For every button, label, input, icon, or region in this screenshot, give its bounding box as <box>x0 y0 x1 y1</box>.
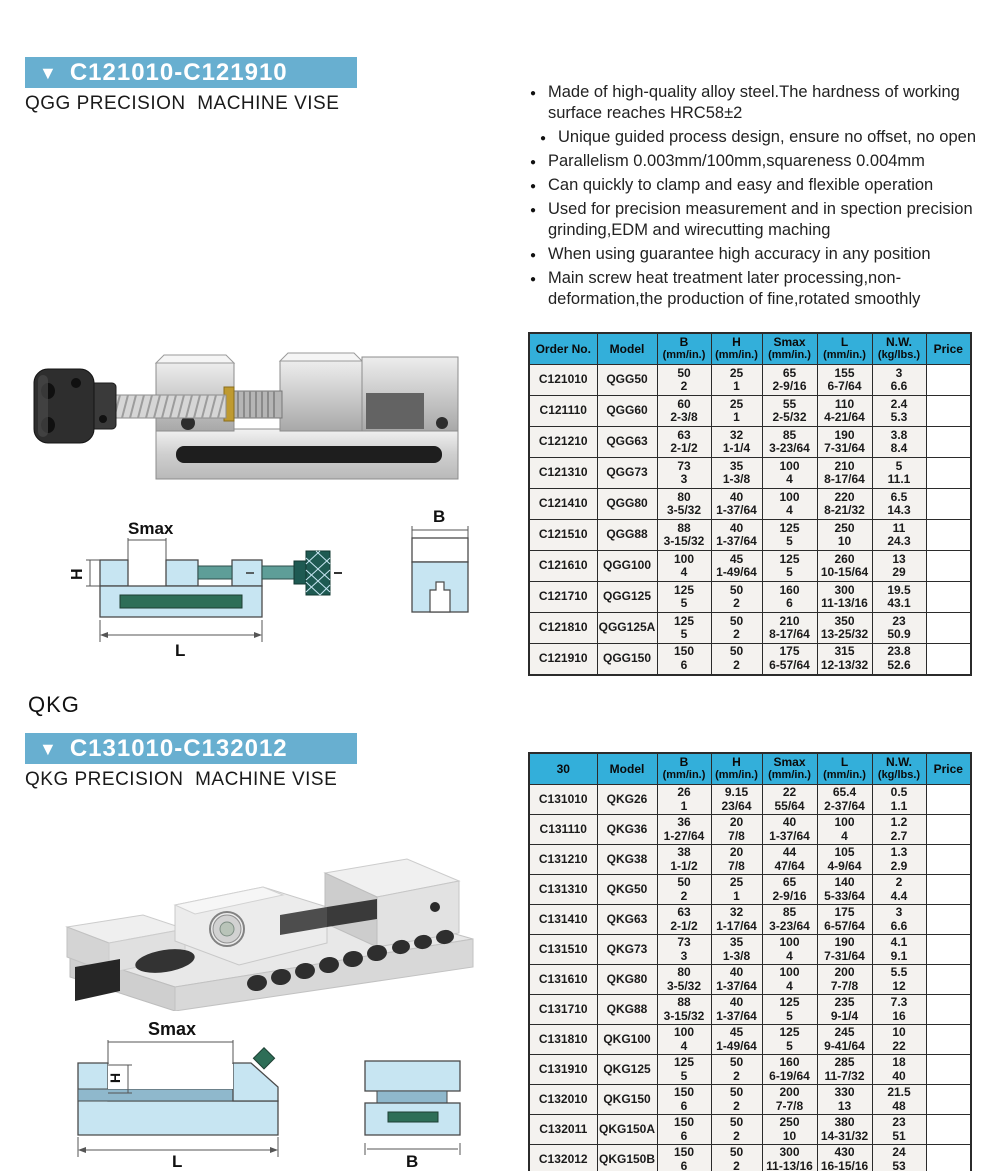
table-cell: 88 3-15/32 <box>657 520 711 551</box>
column-header: Smax (mm/in.) <box>762 333 817 365</box>
table-cell <box>926 995 971 1025</box>
table-cell <box>926 875 971 905</box>
table-cell: 260 10-15/64 <box>817 551 872 582</box>
table-row <box>529 995 971 1025</box>
table-cell: 250 10 <box>762 1115 817 1145</box>
table-cell: 60 2-3/8 <box>657 396 711 427</box>
table-cell: 38 1-1/2 <box>657 845 711 875</box>
triangle-down-icon: ▼ <box>39 62 58 83</box>
table-cell: 40 1-37/64 <box>711 489 762 520</box>
table-cell <box>926 520 971 551</box>
table-cell: QGG100 <box>597 551 657 582</box>
diagram2-h-label: H <box>107 1072 123 1083</box>
table-row <box>529 613 971 644</box>
table-cell: 300 11-13/16 <box>762 1145 817 1171</box>
column-header: Price <box>926 333 971 365</box>
table-cell: 100 4 <box>762 965 817 995</box>
table-cell: 26 1 <box>657 785 711 815</box>
table-cell <box>926 1055 971 1085</box>
table-cell: QGG88 <box>597 520 657 551</box>
table-cell: 10 22 <box>872 1025 926 1055</box>
section1-banner-range: C121010-C121910 <box>69 58 288 86</box>
table-cell <box>926 1115 971 1145</box>
table-cell: 100 4 <box>762 458 817 489</box>
diagram1-h-label: H <box>69 568 86 580</box>
table-cell <box>926 845 971 875</box>
table-cell: 125 5 <box>657 613 711 644</box>
table-cell: 155 6-7/64 <box>817 365 872 396</box>
table-cell: 55 2-5/32 <box>762 396 817 427</box>
column-header: 30 <box>529 753 597 785</box>
table-cell: 100 4 <box>657 551 711 582</box>
table-cell <box>926 1025 971 1055</box>
table-cell: C121710 <box>529 582 597 613</box>
qgg-dimension-diagram <box>20 500 490 662</box>
table-row <box>529 935 971 965</box>
feature-item: ● When using guarantee high accuracy in any position <box>530 244 985 265</box>
table-cell: 100 4 <box>762 935 817 965</box>
table-cell: 210 8-17/64 <box>817 458 872 489</box>
table-cell: QKG150A <box>597 1115 657 1145</box>
diagram2-l-label: L <box>172 1152 183 1171</box>
table-cell: 23 50.9 <box>872 613 926 644</box>
diagram1-l-label: L <box>175 641 186 660</box>
table-cell: 50 2 <box>711 644 762 675</box>
diagram2-smax-label: Smax <box>148 1019 197 1039</box>
table-cell: 100 4 <box>817 815 872 845</box>
table-row <box>529 1115 971 1145</box>
table-cell: C131310 <box>529 875 597 905</box>
table-cell: 150 6 <box>657 1085 711 1115</box>
table-cell: 100 4 <box>657 1025 711 1055</box>
table-cell: QKG100 <box>597 1025 657 1055</box>
table-cell: 65 2-9/16 <box>762 365 817 396</box>
table-row <box>529 875 971 905</box>
table-cell: 210 8-17/64 <box>762 613 817 644</box>
table-cell: 4.1 9.1 <box>872 935 926 965</box>
table-cell: 50 2 <box>657 875 711 905</box>
table-cell: 7.3 16 <box>872 995 926 1025</box>
table-cell: 5.5 12 <box>872 965 926 995</box>
table-cell: 245 9-41/64 <box>817 1025 872 1055</box>
table-cell: 9.15 23/64 <box>711 785 762 815</box>
feature-item: ● Unique guided process design, ensure no offset, no open <box>540 127 985 148</box>
table-row <box>529 644 971 675</box>
table-cell: 85 3-23/64 <box>762 427 817 458</box>
table-cell: 125 5 <box>657 582 711 613</box>
table-cell: QKG125 <box>597 1055 657 1085</box>
column-header: Order No. <box>529 333 597 365</box>
table-cell: 20 7/8 <box>711 815 762 845</box>
table-cell: C132010 <box>529 1085 597 1115</box>
table-cell: 13 29 <box>872 551 926 582</box>
table-cell: QKG150 <box>597 1085 657 1115</box>
table-cell: 65.4 2-37/64 <box>817 785 872 815</box>
column-header: Model <box>597 333 657 365</box>
table-cell: QGG80 <box>597 489 657 520</box>
table-cell: 88 3-15/32 <box>657 995 711 1025</box>
table-cell: 21.5 48 <box>872 1085 926 1115</box>
column-header: Price <box>926 753 971 785</box>
table-cell: QKG80 <box>597 965 657 995</box>
table-cell: 50 2 <box>711 613 762 644</box>
table-cell: 100 4 <box>762 489 817 520</box>
table-cell: QGG125 <box>597 582 657 613</box>
table-row <box>529 1055 971 1085</box>
table-cell: 1.3 2.9 <box>872 845 926 875</box>
table-cell: 23.8 52.6 <box>872 644 926 675</box>
column-header: N.W. (kg/lbs.) <box>872 753 926 785</box>
column-header: L (mm/in.) <box>817 753 872 785</box>
table-cell: 20 7/8 <box>711 845 762 875</box>
table-cell: 65 2-9/16 <box>762 875 817 905</box>
table-cell: C121210 <box>529 427 597 458</box>
table-cell: C121010 <box>529 365 597 396</box>
diagram1-smax-label: Smax <box>128 519 174 538</box>
table-cell: QGG50 <box>597 365 657 396</box>
table-cell: QKG26 <box>597 785 657 815</box>
table-cell <box>926 551 971 582</box>
table-cell: 150 6 <box>657 644 711 675</box>
table-cell: C131110 <box>529 815 597 845</box>
table-cell <box>926 905 971 935</box>
table-row <box>529 785 971 815</box>
table-cell <box>926 1085 971 1115</box>
table-cell: 140 5-33/64 <box>817 875 872 905</box>
table-row <box>529 965 971 995</box>
table-cell: 105 4-9/64 <box>817 845 872 875</box>
table-row <box>529 582 971 613</box>
table-cell <box>926 458 971 489</box>
table-cell: 0.5 1.1 <box>872 785 926 815</box>
table-cell <box>926 427 971 458</box>
section1-subtitle: QGG PRECISION MACHINE VISE <box>25 93 340 114</box>
table-cell: 285 11-7/32 <box>817 1055 872 1085</box>
table-cell: 175 6-57/64 <box>817 905 872 935</box>
table-cell: 36 1-27/64 <box>657 815 711 845</box>
table-cell: 23 51 <box>872 1115 926 1145</box>
table-row <box>529 427 971 458</box>
table-cell <box>926 815 971 845</box>
table-cell: C121410 <box>529 489 597 520</box>
column-header: N.W. (kg/lbs.) <box>872 333 926 365</box>
table-cell: 190 7-31/64 <box>817 427 872 458</box>
table-cell: QKG36 <box>597 815 657 845</box>
section2-banner-range: C131010-C132012 <box>69 734 288 762</box>
table-header-row <box>529 753 971 785</box>
feature-item: ● Used for precision measurement and in spection precision grinding,EDM and wirecutting maching <box>530 199 985 241</box>
table-row <box>529 815 971 845</box>
column-header: H (mm/in.) <box>711 333 762 365</box>
diagram2-b-label: B <box>406 1152 419 1171</box>
table-cell: 80 3-5/32 <box>657 489 711 520</box>
table-cell <box>926 785 971 815</box>
table-cell: QGG150 <box>597 644 657 675</box>
table-cell: 125 5 <box>762 520 817 551</box>
table-cell: 32 1-1/4 <box>711 427 762 458</box>
table-cell: C131910 <box>529 1055 597 1085</box>
qkg-dimension-diagram <box>20 1015 490 1171</box>
table-cell: 250 10 <box>817 520 872 551</box>
table-cell: C132011 <box>529 1115 597 1145</box>
table-cell: 160 6 <box>762 582 817 613</box>
table-cell: 6.5 14.3 <box>872 489 926 520</box>
table-cell: 1.2 2.7 <box>872 815 926 845</box>
table-cell: 150 6 <box>657 1145 711 1171</box>
table-cell <box>926 935 971 965</box>
table-row <box>529 845 971 875</box>
table-cell: 160 6-19/64 <box>762 1055 817 1085</box>
table-cell <box>926 613 971 644</box>
table-row <box>529 1145 971 1171</box>
table-cell: 73 3 <box>657 935 711 965</box>
table-cell: C121610 <box>529 551 597 582</box>
table-row <box>529 458 971 489</box>
table-cell: QKG38 <box>597 845 657 875</box>
feature-item: ● Can quickly to clamp and easy and flexible operation <box>530 175 985 196</box>
table-cell <box>926 489 971 520</box>
table-cell: QKG88 <box>597 995 657 1025</box>
table-cell: 125 5 <box>762 995 817 1025</box>
table-cell: C131510 <box>529 935 597 965</box>
table-cell: QKG73 <box>597 935 657 965</box>
qkg-spec-table <box>528 752 972 1171</box>
table-cell: C121110 <box>529 396 597 427</box>
table-cell: 25 1 <box>711 875 762 905</box>
table-cell: 22 55/64 <box>762 785 817 815</box>
column-header: H (mm/in.) <box>711 753 762 785</box>
table-cell: C131810 <box>529 1025 597 1055</box>
table-cell: C121510 <box>529 520 597 551</box>
table-cell: 5 11.1 <box>872 458 926 489</box>
table-cell: 19.5 43.1 <box>872 582 926 613</box>
table-cell: 430 16-15/16 <box>817 1145 872 1171</box>
table-cell: 175 6-57/64 <box>762 644 817 675</box>
qkg-vise-photo <box>25 815 485 1011</box>
table-cell: 24 53 <box>872 1145 926 1171</box>
table-row <box>529 1025 971 1055</box>
table-cell: C132012 <box>529 1145 597 1171</box>
table-cell: 45 1-49/64 <box>711 551 762 582</box>
table-cell: 18 40 <box>872 1055 926 1085</box>
table-cell <box>926 396 971 427</box>
table-cell: 50 2 <box>711 1085 762 1115</box>
table-cell: 35 1-3/8 <box>711 458 762 489</box>
table-cell: C121310 <box>529 458 597 489</box>
table-cell: 2.4 5.3 <box>872 396 926 427</box>
feature-item: ● Parallelism 0.003mm/100mm,squareness 0.004mm <box>530 151 985 172</box>
table-cell: C131710 <box>529 995 597 1025</box>
table-row <box>529 905 971 935</box>
table-row <box>529 489 971 520</box>
table-cell: 50 2 <box>711 1115 762 1145</box>
table-cell: 40 1-37/64 <box>711 520 762 551</box>
table-row <box>529 365 971 396</box>
section2-banner <box>25 733 357 764</box>
table-row <box>529 520 971 551</box>
table-cell: 11 24.3 <box>872 520 926 551</box>
table-cell <box>926 644 971 675</box>
table-row <box>529 1085 971 1115</box>
table-cell: 200 7-7/8 <box>762 1085 817 1115</box>
table-cell: 3.8 8.4 <box>872 427 926 458</box>
table-cell: 44 47/64 <box>762 845 817 875</box>
table-cell: 85 3-23/64 <box>762 905 817 935</box>
table-cell: 63 2-1/2 <box>657 427 711 458</box>
column-header: Smax (mm/in.) <box>762 753 817 785</box>
table-cell <box>926 582 971 613</box>
table-cell: 220 8-21/32 <box>817 489 872 520</box>
table-cell: 45 1-49/64 <box>711 1025 762 1055</box>
section2-subtitle: QKG PRECISION MACHINE VISE <box>25 769 338 790</box>
table-cell: C131610 <box>529 965 597 995</box>
table-cell <box>926 365 971 396</box>
table-cell: 235 9-1/4 <box>817 995 872 1025</box>
diagram1-b-label: B <box>433 507 446 526</box>
section1-banner <box>25 57 357 88</box>
table-cell: 73 3 <box>657 458 711 489</box>
table-cell: 3 6.6 <box>872 365 926 396</box>
table-cell: C131410 <box>529 905 597 935</box>
table-cell: QKG150B <box>597 1145 657 1171</box>
table-cell: 50 2 <box>711 582 762 613</box>
column-header: B (mm/in.) <box>657 333 711 365</box>
feature-list <box>530 82 985 313</box>
table-cell: 190 7-31/64 <box>817 935 872 965</box>
table-cell: 63 2-1/2 <box>657 905 711 935</box>
table-cell: 40 1-37/64 <box>762 815 817 845</box>
table-cell: C131010 <box>529 785 597 815</box>
table-cell: 125 5 <box>762 1025 817 1055</box>
column-header: Model <box>597 753 657 785</box>
table-cell: 200 7-7/8 <box>817 965 872 995</box>
feature-item: ● Made of high-quality alloy steel.The hardness of working surface reaches HRC58±2 <box>530 82 985 124</box>
table-cell: QGG60 <box>597 396 657 427</box>
table-cell: QGG125A <box>597 613 657 644</box>
table-cell: 25 1 <box>711 396 762 427</box>
qgg-spec-table <box>528 332 972 676</box>
table-row <box>529 551 971 582</box>
table-cell: 2 4.4 <box>872 875 926 905</box>
table-cell: 35 1-3/8 <box>711 935 762 965</box>
qgg-vise-photo <box>28 333 484 497</box>
table-cell: 50 2 <box>711 1055 762 1085</box>
table-cell: 350 13-25/32 <box>817 613 872 644</box>
table-cell: 80 3-5/32 <box>657 965 711 995</box>
table-cell: 125 5 <box>657 1055 711 1085</box>
table-cell: C121910 <box>529 644 597 675</box>
table-cell: 25 1 <box>711 365 762 396</box>
table-cell: 330 13 <box>817 1085 872 1115</box>
table-cell: 300 11-13/16 <box>817 582 872 613</box>
table-cell: 3 6.6 <box>872 905 926 935</box>
table-cell: QGG73 <box>597 458 657 489</box>
table-cell: 40 1-37/64 <box>711 995 762 1025</box>
qkg-series-label: QKG <box>28 692 80 717</box>
table-header-row <box>529 333 971 365</box>
table-cell: 380 14-31/32 <box>817 1115 872 1145</box>
table-cell: 150 6 <box>657 1115 711 1145</box>
table-cell: 50 2 <box>711 1145 762 1171</box>
feature-item: ● Main screw heat treatment later processing,non-deformation,the production of fine,rotated smoothly <box>530 268 985 310</box>
table-cell: C121810 <box>529 613 597 644</box>
table-cell: 315 12-13/32 <box>817 644 872 675</box>
table-cell: 50 2 <box>657 365 711 396</box>
table-cell: QGG63 <box>597 427 657 458</box>
table-cell: C131210 <box>529 845 597 875</box>
table-cell: 40 1-37/64 <box>711 965 762 995</box>
table-cell <box>926 1145 971 1171</box>
column-header: B (mm/in.) <box>657 753 711 785</box>
table-cell: 110 4-21/64 <box>817 396 872 427</box>
column-header: L (mm/in.) <box>817 333 872 365</box>
table-cell: 32 1-17/64 <box>711 905 762 935</box>
table-row <box>529 396 971 427</box>
table-cell: 125 5 <box>762 551 817 582</box>
triangle-down-icon: ▼ <box>39 738 58 759</box>
table-cell: QKG50 <box>597 875 657 905</box>
table-cell: QKG63 <box>597 905 657 935</box>
table-cell <box>926 965 971 995</box>
